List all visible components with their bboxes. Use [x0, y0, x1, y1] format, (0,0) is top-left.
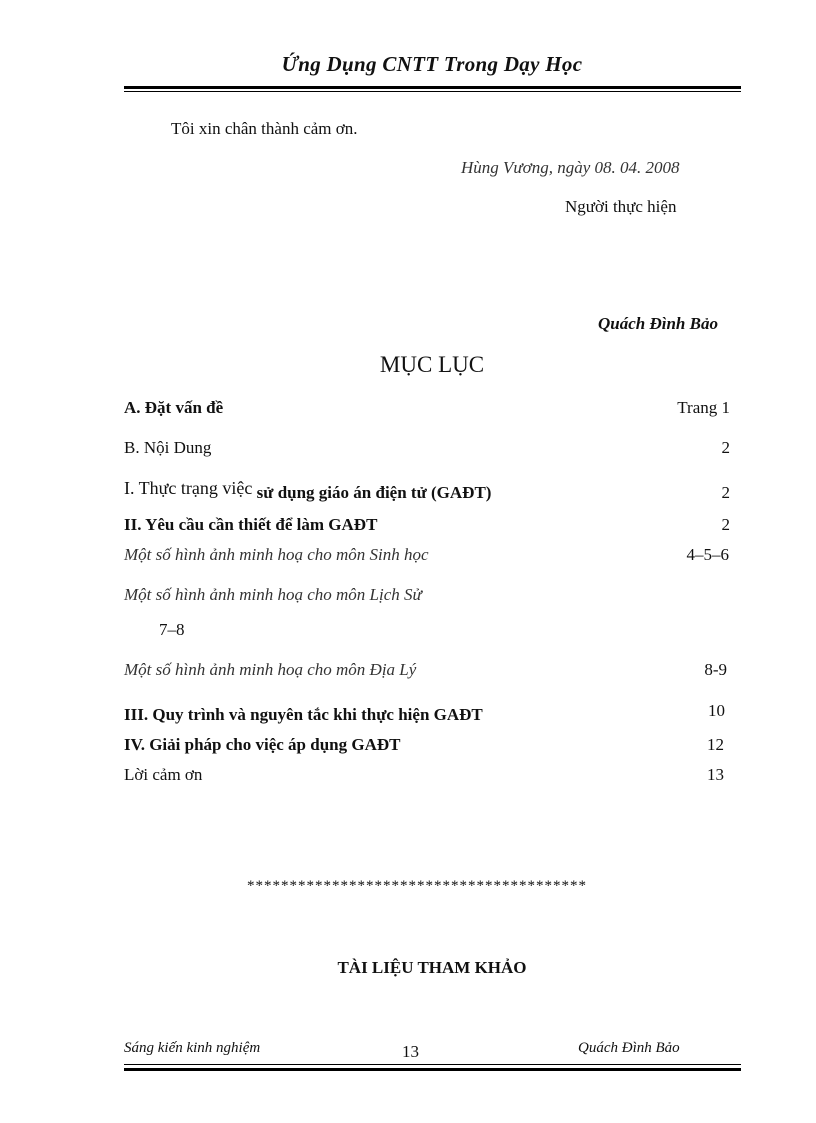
- toc-item-page: 2: [721, 515, 730, 534]
- toc-title: MỤC LỤC: [379, 352, 485, 377]
- toc-item-page: 7–8: [159, 620, 185, 639]
- toc-item-label: B. Nội Dung: [124, 438, 212, 457]
- toc-item-label: [124, 478, 492, 502]
- toc-item-label: A. Đặt vấn đề: [124, 398, 224, 417]
- toc-item-label: Lời cảm ơn: [124, 765, 203, 784]
- toc-item-page: 4–5–6: [686, 545, 729, 564]
- toc-item-label: Một số hình ảnh minh hoạ cho môn Địa Lý: [124, 660, 417, 679]
- header-rule-thin: [124, 91, 741, 92]
- toc-item-label: IV. Giải pháp cho việc áp dụng GAĐT: [124, 735, 401, 754]
- toc-item-label: II. Yêu cầu cần thiết để làm GAĐT: [124, 515, 378, 534]
- page-header-title: Ứng Dụng CNTT Trong Dạy Học: [281, 52, 583, 76]
- toc-item-page: 8-9: [704, 660, 727, 679]
- toc-item-page: 13: [707, 765, 724, 784]
- signer-role: Người thực hiện: [565, 197, 677, 216]
- footer-rule-thin: [124, 1064, 741, 1065]
- toc-item-page: 12: [707, 735, 724, 754]
- signer-name: Quách Đình Bảo: [598, 314, 718, 333]
- header-rule-thick: [124, 86, 741, 89]
- toc-item-label: III. Quy trình và nguyên tắc khi thực hiện GAĐT: [124, 705, 483, 724]
- references-title: TÀI LIỆU THAM KHẢO: [337, 958, 527, 977]
- toc-item-label-rest: sử dụng giáo án điện tử (GAĐT): [252, 483, 492, 502]
- place-date: Hùng Vương, ngày 08. 04. 2008: [461, 158, 680, 177]
- footer-right-text: Quách Đình Bảo: [578, 1040, 680, 1056]
- toc-item-label: Một số hình ảnh minh hoạ cho môn Lịch Sử: [124, 585, 422, 604]
- footer-left-text: Sáng kiến kinh nghiệm: [124, 1040, 261, 1056]
- toc-item-label: Một số hình ảnh minh hoạ cho môn Sinh học: [124, 545, 429, 564]
- toc-item-page: 10: [708, 701, 725, 720]
- toc-item-page: 2: [721, 438, 730, 457]
- closing-thanks: Tôi xin chân thành cảm ơn.: [171, 119, 358, 138]
- toc-item-label-prefix: I. Thực trạng việc: [124, 478, 253, 498]
- footer-page-number: 13: [402, 1042, 419, 1061]
- toc-item-page: Trang 1: [677, 398, 730, 417]
- toc-item-page: 2: [721, 483, 730, 502]
- section-separator: ****************************************: [247, 878, 587, 894]
- footer-rule-thick: [124, 1068, 741, 1071]
